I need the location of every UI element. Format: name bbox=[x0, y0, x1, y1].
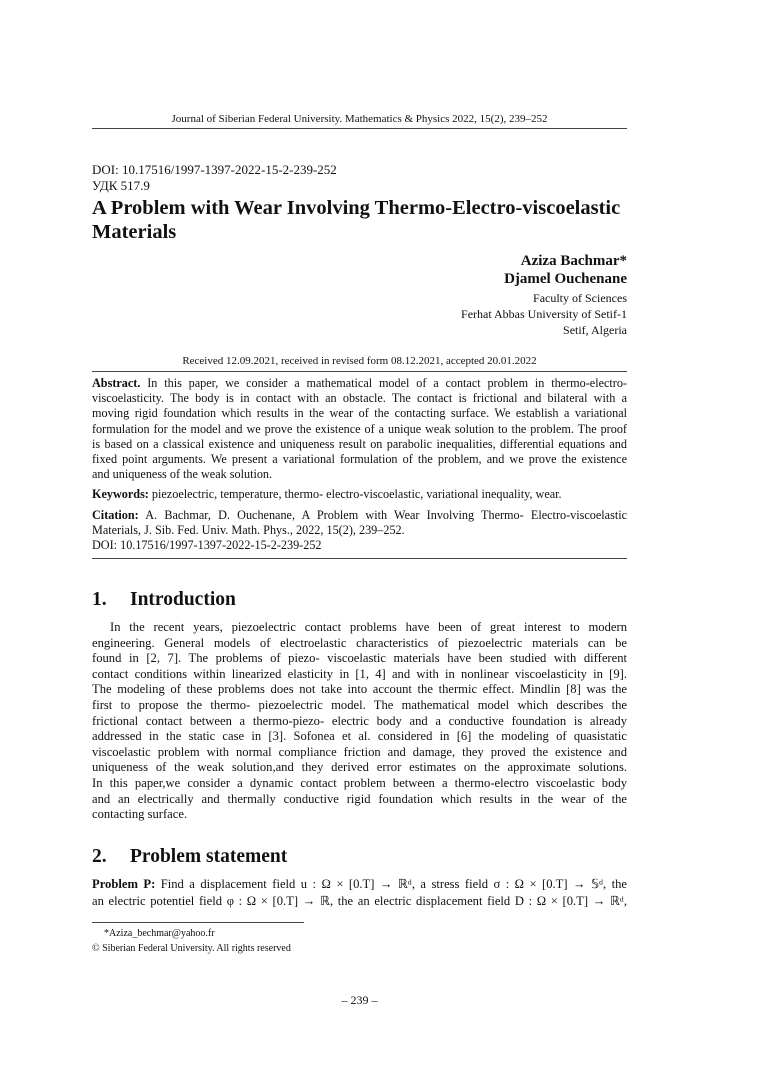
intro-line: and an electrically and thermally conductive rigid foundation which results in the wear of the bbox=[92, 791, 627, 806]
intro-line: uniqueness of the weak solution,and they derived error estimates on the approximate solutions. bbox=[92, 760, 627, 775]
authors bbox=[92, 252, 627, 288]
abstract-label: Abstract. bbox=[92, 376, 141, 390]
abstract bbox=[92, 376, 627, 482]
author: Aziza Bachmar* bbox=[520, 253, 627, 269]
abstract-line: moving rigid foundation which results in the wear of the contacting surface. We establish a variational bbox=[92, 406, 627, 421]
footnotes bbox=[92, 926, 627, 956]
abstract-line: viscoelasticity. The body is in contact with an obstacle. The contact is frictional and bilateral with a bbox=[92, 391, 627, 406]
citation bbox=[92, 508, 627, 554]
intro-line: engineering. General models of electroelastic characteristics of piezoelectric materials can be bbox=[92, 635, 627, 650]
intro-line: frictional contact between a thermo-piezo- electric body and a conductive foundation is already bbox=[92, 713, 627, 728]
affiliation-line: Faculty of Sciences bbox=[533, 291, 627, 305]
affiliation bbox=[92, 290, 627, 338]
intro-line: viscoelastic problem with normal compliance friction and damage, they proved the existence and bbox=[92, 744, 627, 759]
section-heading-introduction bbox=[92, 588, 627, 612]
udk: УДК 517.9 bbox=[92, 178, 150, 193]
intro-line: found in [2, 7]. The problems of piezo- viscoelastic materials have been studied with different bbox=[92, 651, 627, 666]
keywords bbox=[92, 487, 627, 502]
intro-line: contact conditions within linearized elasticity in [1, 4] and with in nonlinear viscoelasticity in [9]. bbox=[92, 666, 627, 681]
abstract-line: is based on a classical existence and uniqueness result on parabolic inequalities, differential equations and bbox=[92, 436, 627, 451]
footnote-rule bbox=[92, 922, 304, 923]
intro-line: In this paper,we consider a dynamic contact problem between a thermo-electro viscoelastic body bbox=[92, 775, 627, 790]
abstract-line: formulation for the model and we prove the existence of a unique weak solution to the problem. The proof bbox=[92, 421, 627, 436]
running-header: Journal of Siberian Federal University. Mathematics & Physics 2022, 15(2), 239–252 bbox=[171, 113, 548, 125]
footnote-email: *Aziza_bechmar@yahoo.fr bbox=[104, 928, 215, 939]
intro-line: addressed in the static case in [3]. Sofonea et al. considered in [6] the modeling of quasistatic bbox=[92, 729, 627, 744]
author: Djamel Ouchenane bbox=[504, 271, 627, 287]
problem-label: Problem P: bbox=[92, 877, 156, 891]
section-number: 2. bbox=[92, 846, 107, 867]
intro-line: first to propose the thermo- piezoelectric model. The mathematical model which describes the bbox=[92, 697, 627, 712]
problem-line: an electric potentiel field φ : Ω × [0.T] → ℝ, the an electric displacement field D : Ω × [0.T] → ℝᵈ, bbox=[92, 894, 627, 908]
paper-title bbox=[92, 196, 627, 244]
introduction-paragraph bbox=[92, 620, 627, 823]
intro-line: In the recent years, piezoelectric contact problems have been of great interest to modern bbox=[110, 620, 627, 634]
abstract-top-rule bbox=[92, 371, 627, 372]
section-title: Introduction bbox=[130, 589, 236, 610]
citation-line: A. Bachmar, D. Ouchenane, A Problem with Wear Involving Thermo- Electro-viscoelastic bbox=[145, 508, 627, 522]
section-heading-problem-statement bbox=[92, 845, 627, 869]
affiliation-line: Ferhat Abbas University of Setif-1 bbox=[461, 307, 627, 321]
intro-line: contacting surface. bbox=[92, 807, 188, 822]
citation-line: Materials, J. Sib. Fed. Univ. Math. Phys., 2022, 15(2), 239–252. bbox=[92, 523, 405, 538]
section-title: Problem statement bbox=[130, 846, 288, 867]
doi: DOI: 10.17516/1997-1397-2022-15-2-239-252 bbox=[92, 162, 337, 177]
footnote-copyright: © Siberian Federal University. All rights reserved bbox=[92, 943, 291, 954]
citation-label: Citation: bbox=[92, 508, 139, 522]
problem-line: Find a displacement field u : Ω × [0.T] → ℝᵈ, a stress field σ : Ω × [0.T] → 𝕊ᵈ, the bbox=[160, 877, 627, 891]
title-line: Materials bbox=[92, 221, 177, 243]
section-number: 1. bbox=[92, 589, 107, 610]
keywords-label: Keywords: bbox=[92, 487, 149, 501]
problem-statement bbox=[92, 876, 627, 910]
abstract-line: fixed point arguments. We present a variational formulation of the problem, and we prove the existence bbox=[92, 452, 627, 467]
affiliation-line: Setif, Algeria bbox=[563, 323, 627, 337]
abstract-line: In this paper, we consider a mathematical model of a contact problem in thermo-electro- bbox=[147, 376, 627, 390]
abstract-line: and uniqueness of the weak solution. bbox=[92, 467, 273, 482]
citation-doi: DOI: 10.17516/1997-1397-2022-15-2-239-252 bbox=[92, 538, 322, 553]
page-number: – 239 – bbox=[341, 993, 378, 1007]
title-line: A Problem with Wear Involving Thermo-Electro-viscoelastic bbox=[92, 197, 621, 219]
abstract-bottom-rule bbox=[92, 558, 627, 559]
received-dates: Received 12.09.2021, received in revised form 08.12.2021, accepted 20.01.2022 bbox=[182, 355, 537, 367]
keywords-text: piezoelectric, temperature, thermo- electro-viscoelastic, variational inequality, wear. bbox=[151, 487, 562, 501]
header-rule bbox=[92, 128, 627, 129]
intro-line: The modeling of these problems does not take into account the thermic effect. Mindlin [8] was the bbox=[92, 682, 627, 697]
